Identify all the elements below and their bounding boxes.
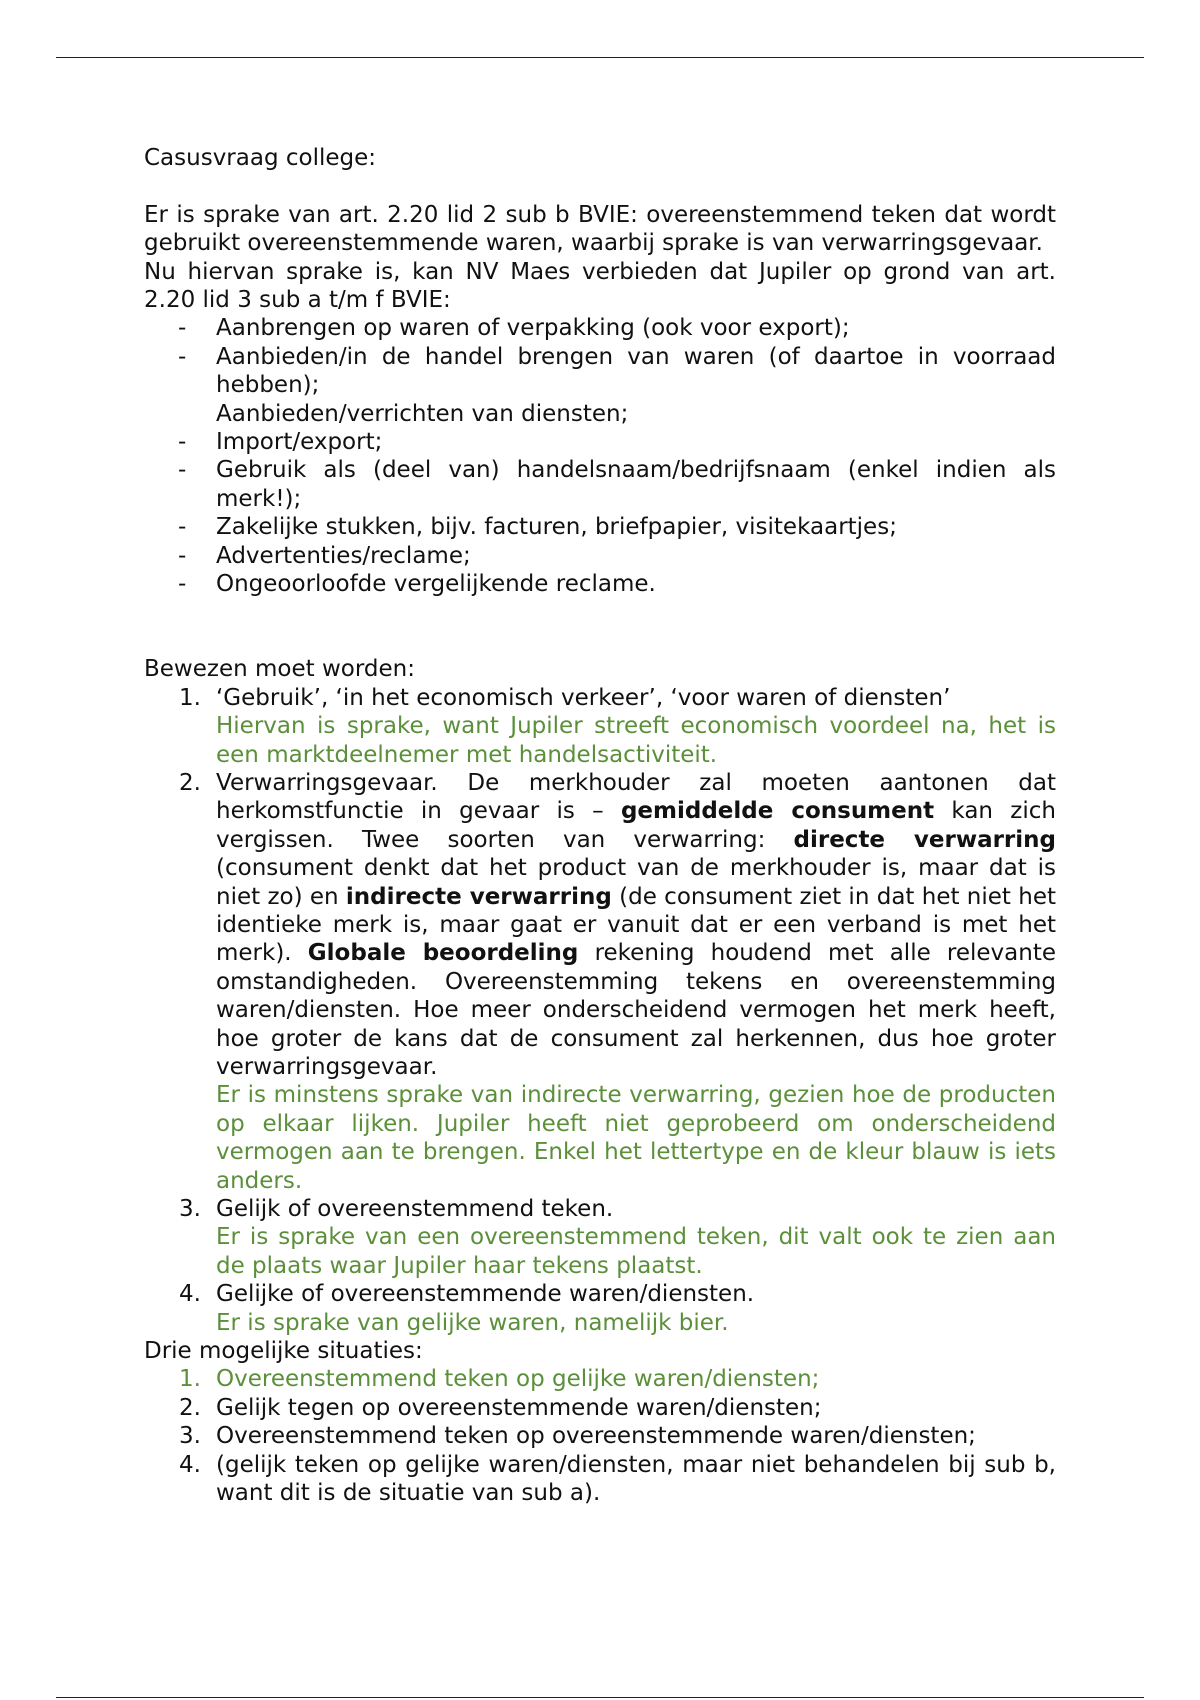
item-number: 1.	[179, 684, 201, 711]
dash-marker: -	[178, 514, 187, 541]
answer-text: Er is sprake van een overeenstemmend teken, dit valt ook te zien aan de plaats waar Jupiler haar tekens plaatst.	[216, 1224, 1056, 1279]
item-number: 2.	[179, 1394, 201, 1421]
prohibited-acts-list	[144, 314, 1056, 598]
proof-item: 3. Gelijk of overeenstemmend teken. Er is sprake van een overeenstemmend teken, dit valt ook te zien aan de plaats waar Jupiler haar tekens plaatst.	[179, 1196, 1056, 1279]
list-item: - Gebruik als (deel van) handelsnaam/bedrijfsnaam (enkel indien als merk!);	[178, 457, 1056, 512]
item-number: 1.	[179, 1366, 201, 1393]
item-number: 2.	[179, 769, 201, 796]
intro-paragraph: Er is sprake van art. 2.20 lid 2 sub b BVIE: overeenstemmend teken dat wordt gebruikt overeenstemmende waren, waarbij sprake is van verwarringsgevaar.	[144, 201, 1056, 257]
dash-marker: -	[178, 343, 187, 370]
list-item: - Aanbrengen op waren of verpakking (ook voor export);	[178, 315, 850, 342]
case-heading: Casusvraag college:	[144, 145, 377, 171]
situations-heading: Drie mogelijke situaties:	[144, 1338, 423, 1365]
proof-heading: Bewezen moet worden:	[144, 656, 415, 683]
item-number: 3.	[179, 1423, 201, 1450]
dash-marker: -	[178, 542, 187, 569]
situation-item: 3. Overeenstemmend teken op overeenstemmende waren/diensten;	[179, 1423, 976, 1450]
proof-item: 4. Gelijke of overeenstemmende waren/diensten. Er is sprake van gelijke waren, namelijk bier.	[144, 1280, 1056, 1337]
bold-term: indirecte verwarring	[345, 883, 612, 910]
answer-text: Er is sprake van gelijke waren, namelijk bier.	[216, 1309, 729, 1336]
spacer	[144, 172, 1056, 200]
answer-text: Er is minstens sprake van indirecte verwarring, gezien hoe de producten op elkaar lijken. Jupiler heeft niet geprobeerd om onderscheidend vermogen aan te brengen. Enkel het lettertype en de kleur blauw is iets anders.	[216, 1082, 1056, 1194]
answer-text: Hiervan is sprake, want Jupiler streeft economisch voordeel na, het is een marktdeelnemer met handelsactiviteit.	[216, 713, 1056, 768]
proof-item: 1. ‘Gebruik’, ‘in het economisch verkeer’, ‘voor waren of diensten’ Hiervan is sprake, want Jupiler streeft economisch voordeel na, het is een marktdeelnemer met handelsactiviteit.	[179, 684, 1056, 768]
proof-list	[144, 684, 1056, 1337]
dash-marker: -	[178, 315, 187, 342]
situation-item: 2. Gelijk tegen op overeenstemmende waren/diensten;	[179, 1394, 822, 1421]
dash-marker: -	[178, 457, 187, 484]
bold-term: gemiddelde consument	[620, 798, 935, 825]
bold-term: directe verwarring	[793, 826, 1056, 853]
situations-list	[144, 1365, 1056, 1507]
list-item: - Ongeoorloofde vergelijkende reclame.	[178, 571, 656, 598]
situation-item: 4. (gelijk teken op gelijke waren/diensten, maar niet behandelen bij sub b, want dit is de situatie van sub a).	[179, 1451, 1056, 1507]
item-number: 4.	[179, 1451, 201, 1478]
item-number: 3.	[179, 1196, 201, 1222]
footer-rule	[56, 1697, 1144, 1698]
dash-marker: -	[178, 429, 187, 456]
situation-item: 1. Overeenstemmend teken op gelijke waren/diensten;	[179, 1366, 820, 1393]
list-item: - Zakelijke stukken, bijv. facturen, briefpapier, visitekaartjes;	[178, 514, 897, 541]
proof-item: 2. Verwarringsgevaar. De merkhouder zal moeten aantonen dat herkomstfunctie in gevaar is – gemiddelde consument kan zich vergissen. Twee soorten van verwarring: directe verwarring (consument denkt dat het product van de merkhouder is, maar dat is niet zo) en indirecte verwarring (de consument ziet in dat het niet het identieke merk is, maar gaat er vanuit dat er een verband is met het merk). Globale beoordeling rekening houdend met alle relevante omstandigheden. Overeenstemming tekens en overeenstemming waren/diensten. Hoe meer onderscheidend vermogen het merk heeft, hoe groter de kans dat de consument zal herkennen, dus hoe groter verwarringsgevaar. Er is minstens sprake van indirecte verwarring, gezien hoe de producten op elkaar lijken. Jupiler heeft niet geprobeerd om onderscheidend vermogen aan te brengen. Enkel het lettertype en de kleur blauw is iets anders.	[179, 769, 1057, 1194]
list-item: - Aanbieden/in de handel brengen van waren (of daartoe in voorraad hebben);	[178, 343, 1056, 399]
list-item: - Import/export;	[178, 429, 383, 456]
dash-marker: -	[178, 571, 187, 598]
spacer	[144, 598, 1056, 655]
list-item: - Advertenties/reclame;	[178, 542, 471, 569]
rule-paragraph: Nu hiervan sprake is, kan NV Maes verbieden dat Jupiler op grond van art. 2.20 lid 3 sub a t/m f BVIE:	[144, 258, 1056, 314]
bold-term: Globale beoordeling	[307, 940, 579, 967]
item-number: 4.	[179, 1281, 201, 1308]
header-rule	[56, 57, 1144, 58]
list-item: Aanbieden/verrichten van diensten;	[216, 400, 629, 427]
document-body	[144, 144, 1056, 1507]
